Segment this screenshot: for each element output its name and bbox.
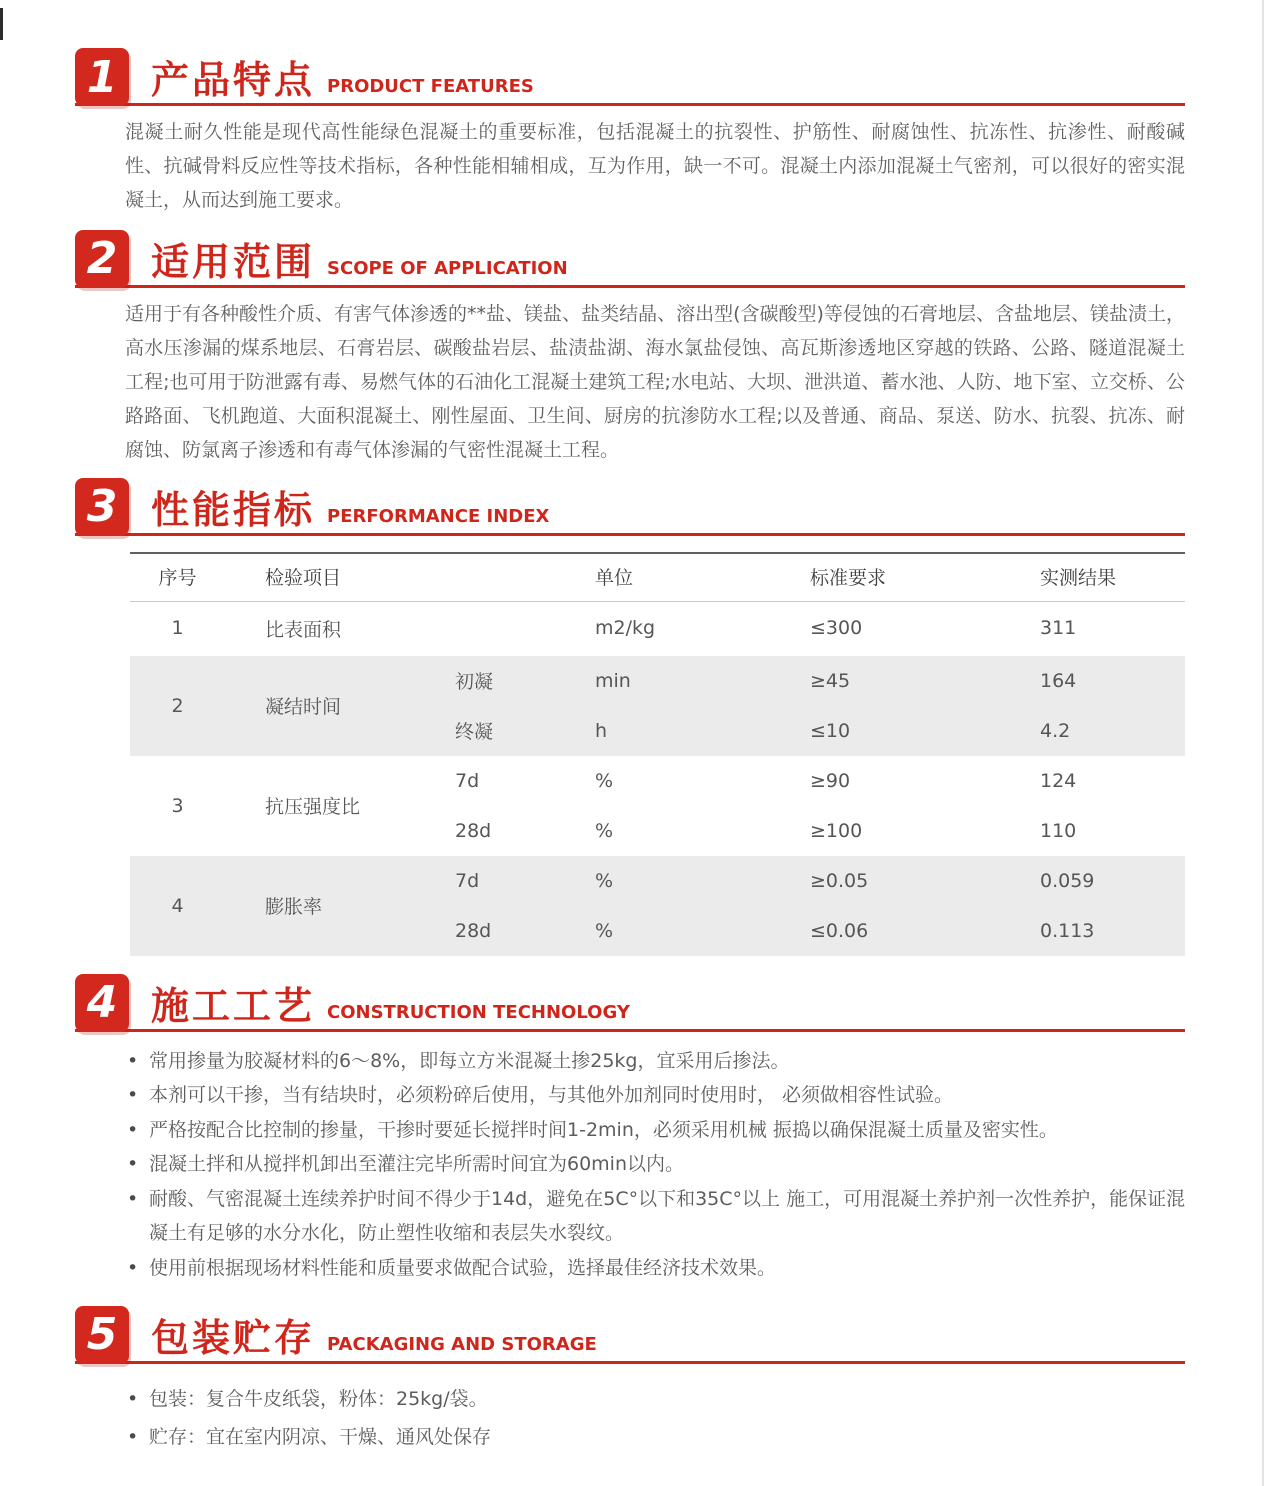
sub-rows [440,856,1185,956]
scan-mark [0,8,3,40]
section-3-header [75,478,1185,536]
list-item-text: 严格按配合比控制的掺量，干掺时要延长搅拌时间1-2min，必须采用机械 振捣以确保混凝土质量及密实性。 [149,1118,1058,1141]
section-number: 5 [86,1309,118,1361]
cell-std: ≥0.05 [810,869,869,892]
cell-unit: % [595,819,614,842]
section-2-number-badge [75,230,129,288]
cell-no: 1 [171,617,184,639]
cell-sub: 28d [455,919,492,942]
section-2-header [75,230,1185,288]
construction-steps-list [127,1044,1192,1286]
section-5-subtitle: PACKAGING AND STORAGE [327,1333,597,1355]
section-1-subtitle: PRODUCT FEATURES [327,76,534,97]
section-3-title: 性能指标 [151,487,316,532]
cell-item: 膨胀率 [265,896,323,918]
col-header-no: 序号 [158,566,197,589]
performance-table [130,552,1185,956]
list-item [127,1147,1192,1182]
bullet-icon: • [127,1425,139,1448]
cell-unit: m2/kg [595,617,656,639]
cell-std: ≤0.06 [810,919,869,942]
cell-no: 4 [171,894,184,917]
list-item [127,1182,1192,1251]
cell-result: 0.113 [1040,919,1095,942]
table-row [130,602,1185,656]
bullet-icon: • [127,1256,139,1279]
bullet-icon: • [127,1118,139,1141]
cell-item: 比表面积 [265,618,342,641]
list-item-text: 包装：复合牛皮纸袋，粉体：25kg/袋。 [149,1387,488,1410]
cell-result: 311 [1040,617,1077,639]
cell-unit: % [595,919,614,942]
section-4-title: 施工工艺 [151,983,316,1028]
list-item [127,1380,1192,1418]
cell-sub: 初凝 [455,671,494,693]
page-edge-line [1262,0,1264,1486]
cell-sub: 终凝 [455,721,494,743]
section-2-title: 适用范围 [151,239,316,284]
list-item-text: 使用前根据现场材料性能和质量要求做配合试验，选择最佳经济技术效果。 [149,1256,777,1279]
list-item [127,1044,1192,1079]
cell-item: 抗压强度比 [265,796,361,818]
cell-result: 110 [1040,819,1077,842]
cell-std: ≥100 [810,819,863,842]
cell-sub: 7d [455,869,480,892]
cell-sub: 28d [455,819,492,842]
list-item-text: 耐酸、气密混凝土连续养护时间不得少于14d，避免在5C°以下和35C°以上 施工，可用混凝土养护剂一次性养护，能保证混凝土有足够的水分水化，防止塑性收缩和表层失水裂纹。 [149,1187,1186,1245]
cell-unit: h [595,719,608,742]
sub-row [440,756,1185,806]
cell-sub: 7d [455,769,480,792]
list-item [127,1418,1192,1456]
list-item [127,1113,1192,1148]
section-3-subtitle: PERFORMANCE INDEX [327,505,550,527]
cell-no: 3 [171,794,184,817]
list-item [127,1078,1192,1113]
sub-row [440,806,1185,856]
sub-rows [440,756,1185,856]
bullet-icon: • [127,1084,139,1107]
list-item-text: 常用掺量为胶凝材料的6～8%，即每立方米混凝土掺25kg，宜采用后掺法。 [149,1049,790,1072]
bullet-icon: • [127,1387,139,1410]
cell-std: ≤10 [810,719,851,742]
col-header-std: 标准要求 [810,566,887,589]
section-4-subtitle: CONSTRUCTION TECHNOLOGY [327,1001,630,1023]
section-5-header [75,1306,1185,1364]
section-number: 3 [86,481,118,532]
section-4-number-badge [75,974,129,1032]
table-header-row [130,552,1185,602]
section-5-number-badge [75,1306,129,1364]
cell-result: 4.2 [1040,719,1071,742]
table-row [130,656,1185,756]
section-1-title: 产品特点 [151,58,316,102]
section-5-title: 包装贮存 [151,1315,316,1360]
table-row [130,756,1185,856]
section-number: 4 [86,977,118,1028]
cell-std: ≤300 [810,617,863,639]
sub-row [440,856,1185,906]
section-1-body: 混凝土耐久性能是现代高性能绿色混凝土的重要标准，包括混凝土的抗裂性、护筋性、耐腐蚀性、抗冻性、抗渗性、耐酸碱性、抗碱骨料反应性等技术指标，各种性能相辅相成，互为作用，缺一不可。混凝土内添加混凝土气密剂，可以很好的密实混凝土，从而达到施工要求。 [125,121,1185,212]
col-header-item: 检验项目 [265,566,342,589]
list-item-text: 混凝土拌和从搅拌机卸出至灌注完毕所需时间宜为60min以内。 [149,1153,685,1176]
col-header-unit: 单位 [595,566,634,589]
packaging-storage-list [127,1380,1192,1456]
table-row [130,856,1185,956]
section-number: 2 [86,233,118,285]
cell-unit: min [595,669,631,692]
cell-unit: % [595,869,614,892]
list-item-text: 本剂可以干掺，当有结块时，必须粉碎后使用，与其他外加剂同时使用时， 必须做相容性试验。 [149,1084,954,1107]
sub-rows [440,656,1185,756]
bullet-icon: • [127,1153,139,1176]
cell-result: 124 [1040,769,1077,792]
bullet-icon: • [127,1187,139,1210]
section-3-number-badge [75,478,129,536]
section-1-header [75,48,1185,106]
list-item [127,1251,1192,1286]
col-header-result: 实测结果 [1040,566,1117,589]
sub-row [440,706,1185,756]
cell-std: ≥90 [810,769,851,792]
bullet-icon: • [127,1049,139,1072]
section-1-number-badge [75,48,129,106]
section-number: 1 [86,51,118,103]
cell-unit: % [595,769,614,792]
sub-row [440,906,1185,956]
section-4-header [75,974,1185,1032]
cell-item: 凝结时间 [265,696,342,718]
cell-std: ≥45 [810,669,851,692]
cell-no: 2 [171,694,184,717]
section-2-body: 适用于有各种酸性介质、有害气体渗透的**盐、镁盐、盐类结晶、溶出型(含碳酸型)等侵蚀的石膏地层、含盐地层、镁盐渍土，高水压渗漏的煤系地层、石膏岩层、碳酸盐岩层、盐渍盐湖、海水氯盐侵蚀、高瓦斯渗透地区穿越的铁路、公路、隧道混凝土工程;也可用于防泄露有毒、易燃气体的石油化工混凝土建筑工程;水电站、大坝、泄洪道、蓄水池、人防、地下室、立交桥、公路路面、飞机跑道、大面积混凝土、刚性屋面、卫生间、厨房的抗渗防水工程;以及普通、商品、泵送、防水、抗裂、抗冻、耐腐蚀、防氯离子渗透和有毒气体渗漏的气密性混凝土工程。 [125,302,1185,462]
cell-result: 164 [1040,669,1077,692]
cell-result: 0.059 [1040,869,1095,892]
section-2-subtitle: SCOPE OF APPLICATION [327,257,568,279]
sub-row [440,656,1185,706]
list-item-text: 贮存：宜在室内阴凉、干燥、通风处保存 [149,1425,492,1448]
